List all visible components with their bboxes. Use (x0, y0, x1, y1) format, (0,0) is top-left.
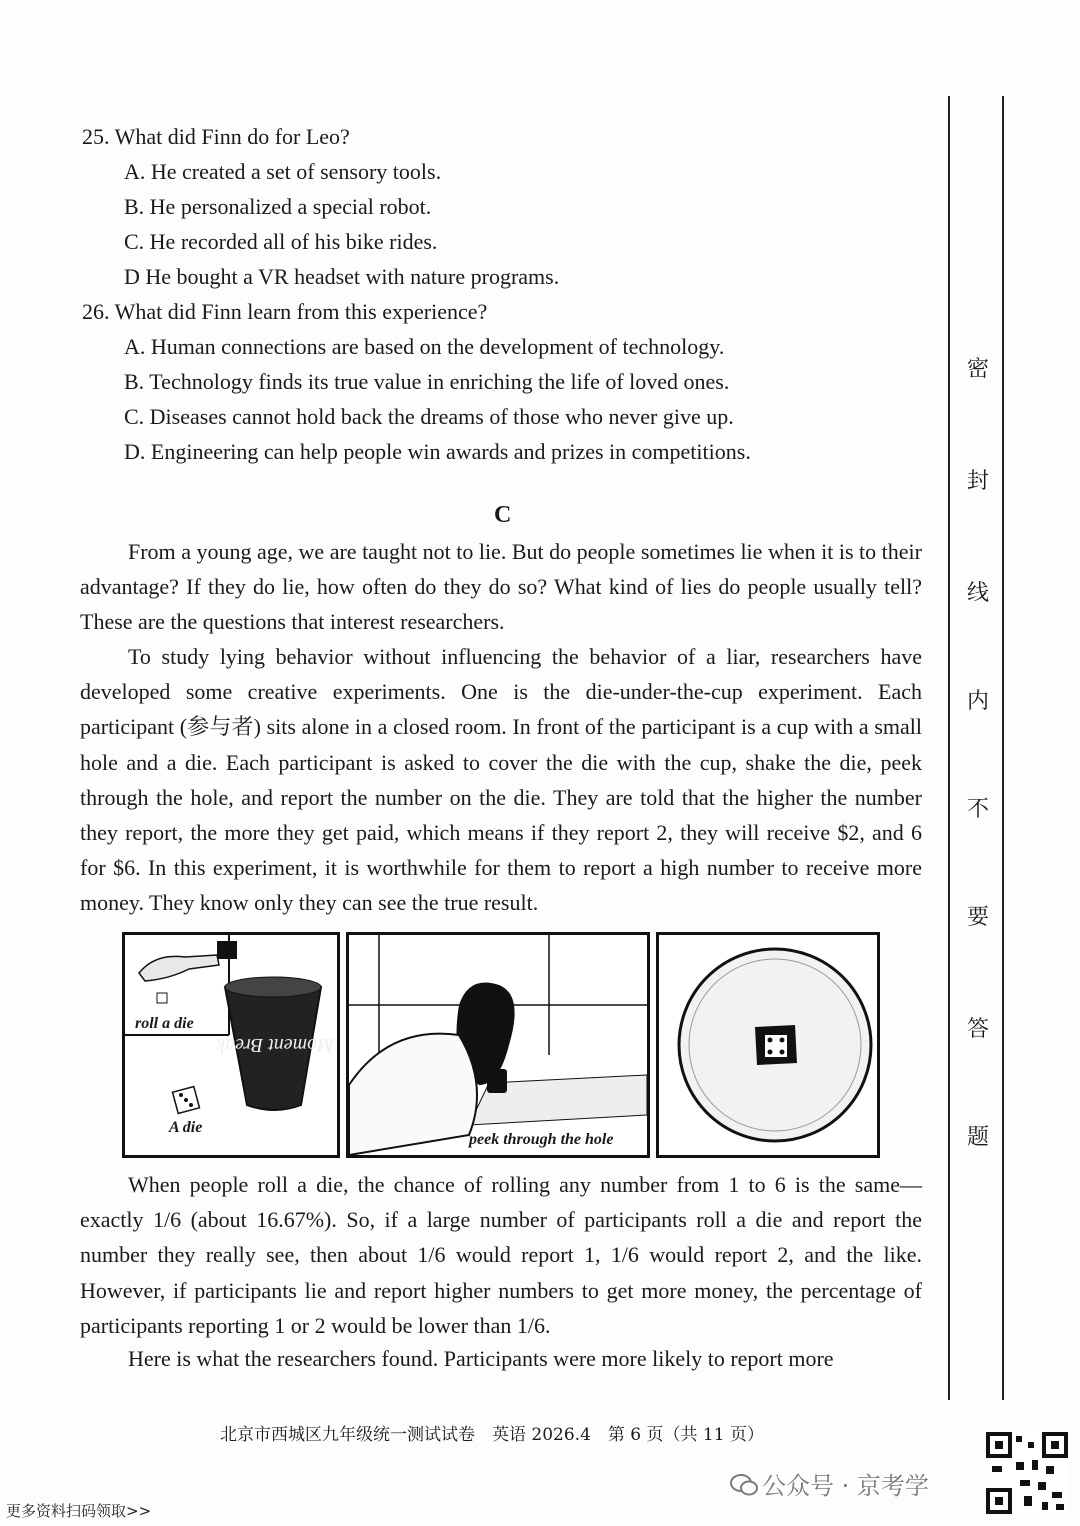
side-char-1: 密 (966, 357, 989, 382)
paragraph-4: Here is what the researchers found. Participants were more likely to report more (128, 1346, 834, 1371)
caption-a-die: A die (169, 1119, 203, 1136)
question-25-option-a: A. He created a set of sensory tools. (124, 159, 442, 184)
caption-peek-through-hole: peek through the hole (469, 1131, 614, 1148)
bottom-note: 更多资料扫码领取>> (6, 1502, 152, 1520)
qr-code-icon[interactable] (986, 1432, 1068, 1514)
small-cup-icon (487, 1069, 507, 1093)
paragraph-3: When people roll a die, the chance of rolling any number from 1 to 6 is the same—exactly 1/6 (about 16.67%). So, if a large number of participants roll a die and report the number they really see, then about 1/6 would report 1, 1/6 would report 2, and the like. However, if participants lie and report higher numbers to get more money, the percentage of participants reporting 1 or 2 would be lower than 1/6. (80, 1172, 922, 1338)
question-25-option-b: B. He personalized a special robot. (124, 194, 432, 219)
question-26-stem: 26. What did Finn learn from this experience? (82, 299, 488, 324)
panel-roll-die (122, 932, 340, 1158)
caption-roll-a-die: roll a die (135, 1015, 194, 1032)
die-icon (173, 1087, 200, 1114)
page-footer: 北京市西城区九年级统一测试试卷 英语 2026.4 第 6 页（共 11 页） (220, 1425, 764, 1445)
side-char-4: 内 (966, 689, 989, 714)
side-char-6: 要 (966, 905, 989, 930)
question-26-option-a: A. Human connections are based on the development of technology. (124, 334, 725, 359)
hand-icon (139, 955, 219, 981)
person-body-icon (349, 1034, 477, 1155)
paragraph-2: To study lying behavior without influencing the behavior of a liar, researchers have developed some creative experiments. One is the die-under-the-cup experiment. Each participant (参与者) sits alone in a closed room. In front of the participant is a cup with a small hole and a die. Each participant is asked to cover the die with the cup, shake the die, peek through the hole, and report the number on the die. They are told that the higher the number they report, the more they get paid, which means if they report 2, they will receive $2, and 6 for $6. In this experiment, it is worthwhile for them to report a high number to receive more money. They know only they can see the true result. (80, 644, 922, 916)
question-25-option-c: C. He recorded all of his bike rides. (124, 229, 438, 254)
question-26-option-b: B. Technology finds its true value in enriching the life of loved ones. (124, 369, 730, 394)
question-26-option-d: D. Engineering can help people win awards and prizes in competitions. (124, 439, 751, 464)
side-char-7: 答 (966, 1017, 989, 1042)
sleeve-icon (217, 941, 237, 959)
watermark-text: 公众号 · 京考学 (762, 1472, 929, 1500)
side-char-3: 线 (966, 581, 989, 606)
seal-line-left (948, 96, 950, 1400)
paragraph-1: From a young age, we are taught not to lie. But do people sometimes lie when it is to their advantage? If they do lie, how often do they do so? What kind of lies do people usually tell? These are the questions that interest researchers. (80, 539, 922, 635)
rolling-die-icon (157, 993, 167, 1003)
side-char-2: 封 (966, 469, 989, 494)
question-25-option-d: D He bought a VR headset with nature programs. (124, 264, 560, 289)
question-26-option-c: C. Diseases cannot hold back the dreams of those who never give up. (124, 404, 734, 429)
peek-illustration (349, 935, 647, 1155)
wechat-icon (730, 1473, 756, 1495)
cup-brand-text: Moment Break (216, 1034, 334, 1056)
section-title: C (494, 502, 512, 528)
question-25-stem: 25. What did Finn do for Leo? (82, 124, 350, 149)
roll-die-illustration (125, 935, 337, 1155)
wechat-watermark (730, 1466, 929, 1501)
side-char-8: 题 (966, 1125, 989, 1150)
cup-view-illustration (659, 935, 877, 1155)
seal-line-right (1002, 96, 1004, 1400)
side-char-5: 不 (966, 797, 989, 822)
panel-peek-hole (346, 932, 650, 1158)
panel-cup-view (656, 932, 880, 1158)
